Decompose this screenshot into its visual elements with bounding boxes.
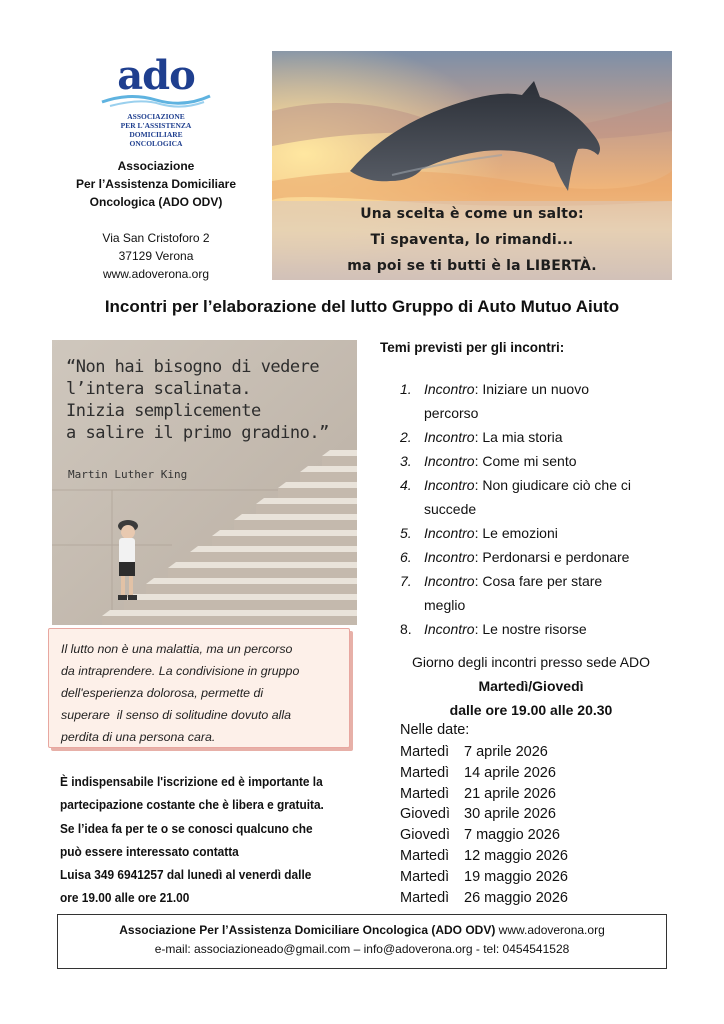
stairs-quote-photo <box>52 340 357 625</box>
footer-website-link[interactable]: www.adoverona.org <box>495 923 605 937</box>
dates-label: Nelle date: <box>400 722 470 738</box>
page-title: Incontri per l’elaborazione del lutto Gruppo di Auto Mutuo Aiuto <box>104 297 620 316</box>
hero-quote-line-3: ma poi se ti butti è la LIBERTÀ. <box>347 258 597 274</box>
stair-tread <box>300 466 357 472</box>
grief-note-box <box>48 628 350 748</box>
org-address: Via San Cristoforo 2 37129 Verona www.adoverona.org <box>64 229 248 283</box>
footer-contact-line[interactable]: e-mail: associazioneado@gmail.com – info@adoverona.org - tel: 0454541528 <box>154 942 570 956</box>
stair-tread <box>256 498 357 504</box>
stair-riser <box>322 456 357 466</box>
stair-tread <box>102 610 357 616</box>
grief-note-text: Il lutto non è una malattia, ma un percorso da intraprendere. La condivisione in gruppo dell'esperienza dolorosa, permette di superare il senso di solitudine dovuto alla perdita di una persona cara. <box>61 642 300 744</box>
stair-tread <box>146 578 357 584</box>
ado-logo <box>96 52 216 150</box>
org-contact-block <box>64 157 248 283</box>
footer-org-line: Associazione Per l’Assistenza Domiciliare Oncologica (ADO ODV) www.adoverona.org <box>119 923 605 937</box>
topic-item: 4. Incontro: Non giudicare ciò che ci succede <box>400 477 632 517</box>
logo-subtitle: ASSOCIAZIONE PER L'ASSISTENZA DOMICILIARE ONCOLOGICA <box>120 112 192 148</box>
logo-wordmark: ado <box>117 52 195 99</box>
stair-riser <box>190 552 357 562</box>
stair-riser <box>278 488 357 498</box>
date-row: Martedì 21 aprile 2026 <box>400 785 556 802</box>
meeting-place: Giorno degli incontri presso sede ADO <box>411 654 651 670</box>
date-row: Martedì 19 maggio 2026 <box>400 868 568 885</box>
stair-riser <box>102 616 357 625</box>
stair-riser <box>168 568 357 578</box>
mlk-quote: “Non hai bisogno di vedere l’intera scalinata. Inizia semplicemente a salire il primo gradino.” <box>66 357 329 443</box>
meeting-info <box>372 650 690 722</box>
dolphin-sunset-photo <box>272 51 672 280</box>
date-row: Giovedì 7 maggio 2026 <box>400 827 560 844</box>
dates-list <box>400 742 568 908</box>
stair-tread <box>234 514 357 520</box>
stair-riser <box>124 600 357 610</box>
topic-item: 6. Incontro: Perdonarsi e perdonare <box>400 549 630 565</box>
topic-item: 2. Incontro: La mia storia <box>400 429 563 445</box>
stair-tread <box>278 482 357 488</box>
meeting-days: Martedì/Giovedì <box>478 678 584 694</box>
footer-contact-box <box>57 914 667 969</box>
stair-tread <box>212 530 357 536</box>
topic-item: 1. Incontro: Iniziare un nuovo percorso <box>400 381 589 421</box>
topic-item: 3. Incontro: Come mi sento <box>400 453 577 469</box>
topic-item: 5. Incontro: Le emozioni <box>400 525 558 541</box>
date-row: Giovedì 30 aprile 2026 <box>400 806 556 823</box>
topic-item: 7. Incontro: Cosa fare per stare meglio <box>400 573 603 613</box>
date-row: Martedì 26 maggio 2026 <box>400 889 568 906</box>
stair-riser <box>212 536 357 546</box>
logo-wave-icon <box>100 92 212 110</box>
registration-info: È indispensabile l'iscrizione ed è importante la partecipazione costante che è libera e gratuita. Se l’idea fa per te o se conosci qualcuno che può essere interessato contatta Luisa 349 6941257 dal lunedì al venerdì dalle ore 19.00 alle ore 21.00 <box>60 770 357 910</box>
topics-list <box>390 377 700 641</box>
org-website[interactable]: www.adoverona.org <box>102 267 210 281</box>
date-row: Martedì 14 aprile 2026 <box>400 764 556 781</box>
hero-quote-line-2: Ti spaventa, lo rimandi... <box>370 232 574 248</box>
stair-riser <box>234 520 357 530</box>
topics-title: Temi previsti per gli incontri: <box>380 340 565 355</box>
hero-quote-line-1: Una scelta è come un salto: <box>360 206 584 222</box>
topic-item: 8. Incontro: Le nostre risorse <box>400 621 587 637</box>
meeting-hours: dalle ore 19.00 alle 20.30 <box>449 702 613 718</box>
date-row: Martedì 7 aprile 2026 <box>400 744 548 760</box>
stair-tread <box>168 562 357 568</box>
stair-tread <box>190 546 357 552</box>
contact-phone-line: Luisa 349 6941257 dal lunedì al venerdì dalle <box>60 867 312 883</box>
stair-riser <box>300 472 357 482</box>
mlk-author: Martin Luther King <box>68 468 188 481</box>
stair-tread <box>124 594 357 600</box>
org-name: Associazione Per l’Assistenza Domiciliare Oncologica (ADO ODV) <box>75 159 237 209</box>
stair-riser <box>256 504 357 514</box>
date-row: Martedì 12 maggio 2026 <box>400 847 568 864</box>
stair-riser <box>146 584 357 594</box>
